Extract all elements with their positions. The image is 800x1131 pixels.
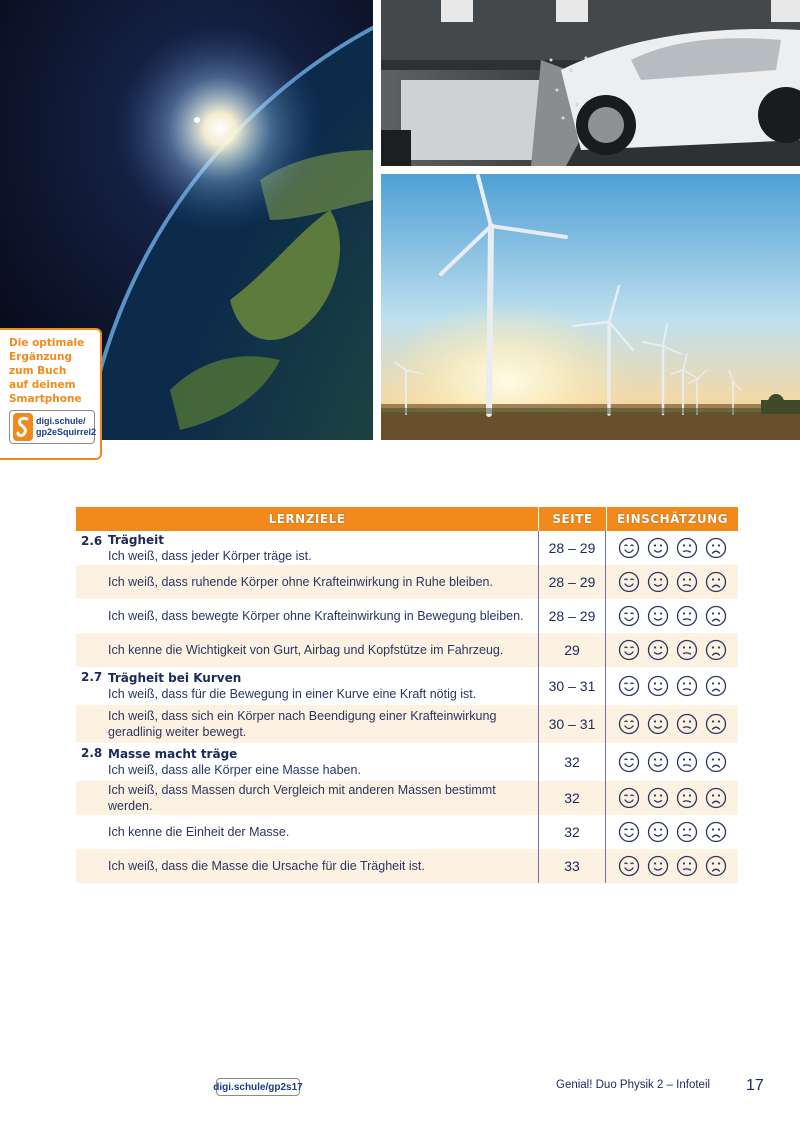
goal-body	[108, 574, 538, 590]
footer-book-title: Genial! Duo Physik 2 – Infoteil	[556, 1079, 711, 1091]
goal-text: Ich weiß, dass die Masse die Ursache für die Trägheit ist.	[108, 859, 425, 873]
promo-line: Ergänzung	[9, 351, 73, 363]
goal-text: Ich weiß, dass ruhende Körper ohne Krafteinwirkung in Ruhe bleiben.	[108, 575, 493, 589]
page-reference: 28 – 29	[538, 531, 606, 565]
unsure-smiley-icon[interactable]	[676, 751, 698, 773]
sad-smiley-icon[interactable]	[705, 675, 727, 697]
promo-text	[9, 336, 94, 406]
page-reference: 30 – 31	[538, 667, 606, 705]
promo-line: Die optimale	[9, 337, 85, 349]
very-happy-smiley-icon[interactable]	[618, 787, 640, 809]
goal-body	[108, 858, 538, 874]
page-reference: 28 – 29	[538, 599, 606, 633]
unsure-smiley-icon[interactable]	[676, 821, 698, 843]
happy-smiley-icon[interactable]	[647, 855, 669, 877]
very-happy-smiley-icon[interactable]	[618, 605, 640, 627]
unsure-smiley-icon[interactable]	[676, 537, 698, 559]
sad-smiley-icon[interactable]	[705, 751, 727, 773]
unsure-smiley-icon[interactable]	[676, 605, 698, 627]
page-reference: 32	[538, 815, 606, 849]
sad-smiley-icon[interactable]	[705, 571, 727, 593]
squirrel-logo-icon	[13, 413, 33, 441]
sad-smiley-icon[interactable]	[705, 639, 727, 661]
self-assessment-cell	[606, 565, 738, 599]
page-reference: 33	[538, 849, 606, 883]
goal-body	[108, 533, 538, 564]
goal-cell	[76, 667, 538, 705]
goal-body	[108, 642, 538, 658]
table-row	[76, 565, 738, 599]
table-row	[76, 667, 738, 705]
very-happy-smiley-icon[interactable]	[618, 675, 640, 697]
goal-text: Ich weiß, dass für die Bewegung in einer Kurve eine Kraft nötig ist.	[108, 686, 477, 701]
section-title: Trägheit bei Kurven	[108, 670, 242, 685]
section-title: Trägheit	[108, 532, 165, 547]
promo-url-line: digi.schule/	[36, 416, 86, 426]
goal-text: Ich weiß, dass Massen durch Vergleich mit anderen Massen bestimmt werden.	[108, 783, 496, 813]
very-happy-smiley-icon[interactable]	[618, 751, 640, 773]
sad-smiley-icon[interactable]	[705, 787, 727, 809]
table-row	[76, 815, 738, 849]
table-header	[76, 507, 738, 531]
promo-line: zum Buch	[9, 365, 67, 377]
section-number: 2.8	[81, 746, 103, 760]
goal-text: Ich weiß, dass jeder Körper träge ist.	[108, 548, 312, 563]
app-promo-box	[0, 328, 102, 460]
self-assessment-cell	[606, 633, 738, 667]
happy-smiley-icon[interactable]	[647, 639, 669, 661]
goal-body	[108, 824, 538, 840]
happy-smiley-icon[interactable]	[647, 571, 669, 593]
promo-url-line: gp2eSquirrel2	[36, 427, 97, 437]
happy-smiley-icon[interactable]	[647, 537, 669, 559]
happy-smiley-icon[interactable]	[647, 821, 669, 843]
table-row	[76, 531, 738, 565]
goal-cell	[76, 743, 538, 781]
goal-text: Ich kenne die Wichtigkeit von Gurt, Airbag und Kopfstütze im Fahrzeug.	[108, 643, 504, 657]
page-reference: 28 – 29	[538, 565, 606, 599]
sad-smiley-icon[interactable]	[705, 713, 727, 735]
sad-smiley-icon[interactable]	[705, 605, 727, 627]
section-title: Masse macht träge	[108, 746, 238, 761]
happy-smiley-icon[interactable]	[647, 751, 669, 773]
page-reference: 32	[538, 781, 606, 815]
table-row	[76, 743, 738, 781]
goal-cell	[76, 849, 538, 883]
goal-cell	[76, 633, 538, 667]
promo-app-link[interactable]	[9, 410, 95, 444]
header-goals: LERNZIELE	[268, 512, 346, 526]
footer-digital-link[interactable]: digi.schule/gp2s17	[216, 1078, 300, 1096]
very-happy-smiley-icon[interactable]	[618, 537, 640, 559]
page-reference: 30 – 31	[538, 705, 606, 743]
self-assessment-cell	[606, 743, 738, 781]
goal-cell	[76, 705, 538, 743]
unsure-smiley-icon[interactable]	[676, 855, 698, 877]
self-assessment-cell	[606, 781, 738, 815]
table-row	[76, 705, 738, 743]
goal-cell	[76, 599, 538, 633]
unsure-smiley-icon[interactable]	[676, 713, 698, 735]
car-crash-test-photo	[381, 0, 800, 166]
table-row	[76, 633, 738, 667]
table-row	[76, 599, 738, 633]
very-happy-smiley-icon[interactable]	[618, 571, 640, 593]
promo-line: auf deinem	[9, 379, 76, 391]
section-number: 2.7	[81, 670, 103, 684]
very-happy-smiley-icon[interactable]	[618, 639, 640, 661]
header-rating: EINSCHÄTZUNG	[606, 507, 738, 531]
self-assessment-cell	[606, 667, 738, 705]
goal-body	[108, 671, 538, 702]
happy-smiley-icon[interactable]	[647, 787, 669, 809]
goal-body	[108, 708, 538, 740]
table-row	[76, 781, 738, 815]
very-happy-smiley-icon[interactable]	[618, 713, 640, 735]
goal-text: Ich weiß, dass bewegte Körper ohne Krafteinwirkung in Bewegung bleiben.	[108, 609, 524, 623]
page-number: 17	[746, 1077, 764, 1094]
self-assessment-cell	[606, 849, 738, 883]
table-row	[76, 849, 738, 883]
self-assessment-cell	[606, 815, 738, 849]
page-reference: 32	[538, 743, 606, 781]
unsure-smiley-icon[interactable]	[676, 639, 698, 661]
sad-smiley-icon[interactable]	[705, 537, 727, 559]
unsure-smiley-icon[interactable]	[676, 571, 698, 593]
unsure-smiley-icon[interactable]	[676, 675, 698, 697]
goal-text: Ich kenne die Einheit der Masse.	[108, 825, 290, 839]
self-assessment-cell	[606, 705, 738, 743]
promo-line: Smartphone	[9, 393, 82, 405]
section-number: 2.6	[81, 534, 103, 548]
happy-smiley-icon[interactable]	[647, 713, 669, 735]
table-body	[76, 531, 738, 883]
goal-body	[108, 608, 538, 624]
self-assessment-cell	[606, 599, 738, 633]
happy-smiley-icon[interactable]	[647, 605, 669, 627]
goal-body	[108, 782, 538, 814]
goal-cell	[76, 531, 538, 565]
unsure-smiley-icon[interactable]	[676, 787, 698, 809]
learning-goals-table	[76, 507, 738, 883]
goal-cell	[76, 781, 538, 815]
goal-cell	[76, 815, 538, 849]
very-happy-smiley-icon[interactable]	[618, 855, 640, 877]
page-reference: 29	[538, 633, 606, 667]
header-page: SEITE	[538, 507, 606, 531]
wind-turbines-photo	[381, 174, 800, 440]
sad-smiley-icon[interactable]	[705, 855, 727, 877]
happy-smiley-icon[interactable]	[647, 675, 669, 697]
sad-smiley-icon[interactable]	[705, 821, 727, 843]
goal-text: Ich weiß, dass alle Körper eine Masse haben.	[108, 762, 361, 777]
very-happy-smiley-icon[interactable]	[618, 821, 640, 843]
self-assessment-cell	[606, 531, 738, 565]
goal-body	[108, 747, 538, 778]
goal-cell	[76, 565, 538, 599]
goal-text: Ich weiß, dass sich ein Körper nach Beendigung einer Krafteinwirkung geradlinig weiter bewegt.	[108, 709, 497, 739]
